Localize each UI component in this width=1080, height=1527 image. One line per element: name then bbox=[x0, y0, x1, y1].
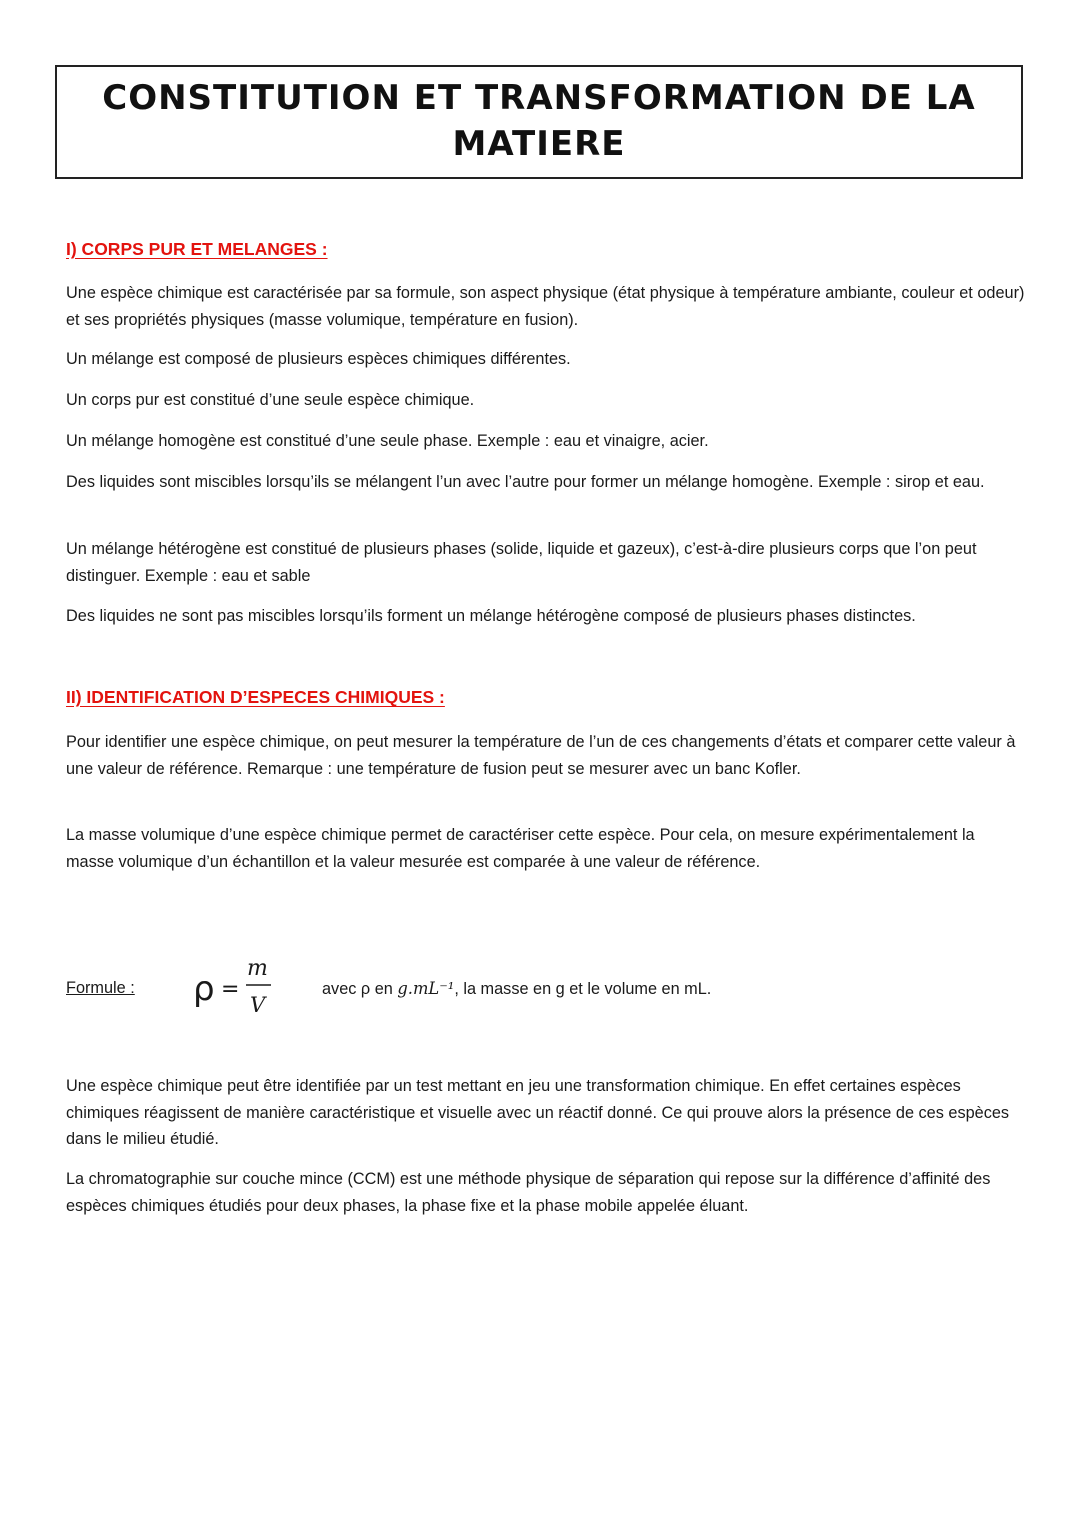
formula-desc-before: avec ρ en bbox=[322, 980, 398, 998]
paragraph-masse-volumique: La masse volumique d’une espèce chimique permet de caractériser cette espèce. Pour cela, on mesure expérimentalement la masse volumique d’un échantillon et la valeur mesurée est comparée à une valeur de référence. bbox=[66, 826, 975, 871]
paragraph-chromatographie: La chromatographie sur couche mince (CCM) est une méthode physique de séparation qui repose sur la différence d’affinité des espèces chimiques étudiés pour deux phases, la phase fixe et la phase mobile appelée éluant. bbox=[66, 1170, 991, 1215]
formula-denominator: V bbox=[250, 993, 266, 1017]
paragraph-identification-temperature: Pour identifier une espèce chimique, on peut mesurer la température de l’un de ces changements d’états et comparer cette valeur à une valeur de référence. Remarque : une température de fusion peut se mesurer avec un banc Kofler. bbox=[66, 733, 1016, 778]
paragraph-test-chimique: Une espèce chimique peut être identifiée par un test mettant en jeu une transformation chimique. En effet certaines espèces chimiques réagissent de manière caractéristique et visuelle avec un réactif donné. Ce qui prouve alors la présence de ces espèces dans le milieu étudié. bbox=[66, 1077, 1010, 1148]
density-formula bbox=[191, 950, 291, 1020]
title-line-1: CONSTITUTION ET TRANSFORMATION DE LA bbox=[102, 78, 976, 118]
section-2-heading: II) IDENTIFICATION D’ESPECES CHIMIQUES : bbox=[66, 687, 445, 707]
formula-equals: = bbox=[221, 977, 240, 1002]
formula-description bbox=[322, 979, 711, 999]
formula-unit: g.mL⁻¹ bbox=[397, 979, 455, 998]
paragraph-melange: Un mélange est composé de plusieurs espèces chimiques différentes. bbox=[66, 350, 571, 368]
formula-label: Formule : bbox=[66, 979, 135, 997]
paragraph-melange-homogene: Un mélange homogène est constitué d’une seule phase. Exemple : eau et vinaigre, acier. bbox=[66, 432, 709, 450]
paragraph-melange-heterogene: Un mélange hétérogène est constitué de plusieurs phases (solide, liquide et gazeux), c’est-à-dire plusieurs corps que l’on peut distinguer. Exemple : eau et sable bbox=[66, 540, 977, 585]
page-title bbox=[57, 75, 1021, 167]
paragraph-non-miscibles: Des liquides ne sont pas miscibles lorsqu’ils forment un mélange hétérogène composé de plusieurs phases distinctes. bbox=[66, 607, 916, 625]
formula-numerator: m bbox=[247, 956, 268, 981]
formula-desc-after: , la masse en g et le volume en mL. bbox=[454, 980, 712, 998]
formula-rho: ρ bbox=[193, 969, 215, 1009]
paragraph-miscibles: Des liquides sont miscibles lorsqu’ils se mélangent l’un avec l’autre pour former un mélange homogène. Exemple : sirop et eau. bbox=[66, 473, 985, 491]
paragraph-espece-chimique: Une espèce chimique est caractérisée par sa formule, son aspect physique (état physique à température ambiante, couleur et odeur) et ses propriétés physiques (masse volumique, température en fusion). bbox=[66, 284, 1025, 329]
formula-row bbox=[66, 950, 1026, 1020]
section-1-heading: I) CORPS PUR ET MELANGES : bbox=[66, 239, 328, 259]
title-line-2: MATIERE bbox=[452, 124, 626, 164]
paragraph-corps-pur: Un corps pur est constitué d’une seule espèce chimique. bbox=[66, 391, 475, 409]
title-box bbox=[55, 65, 1023, 179]
